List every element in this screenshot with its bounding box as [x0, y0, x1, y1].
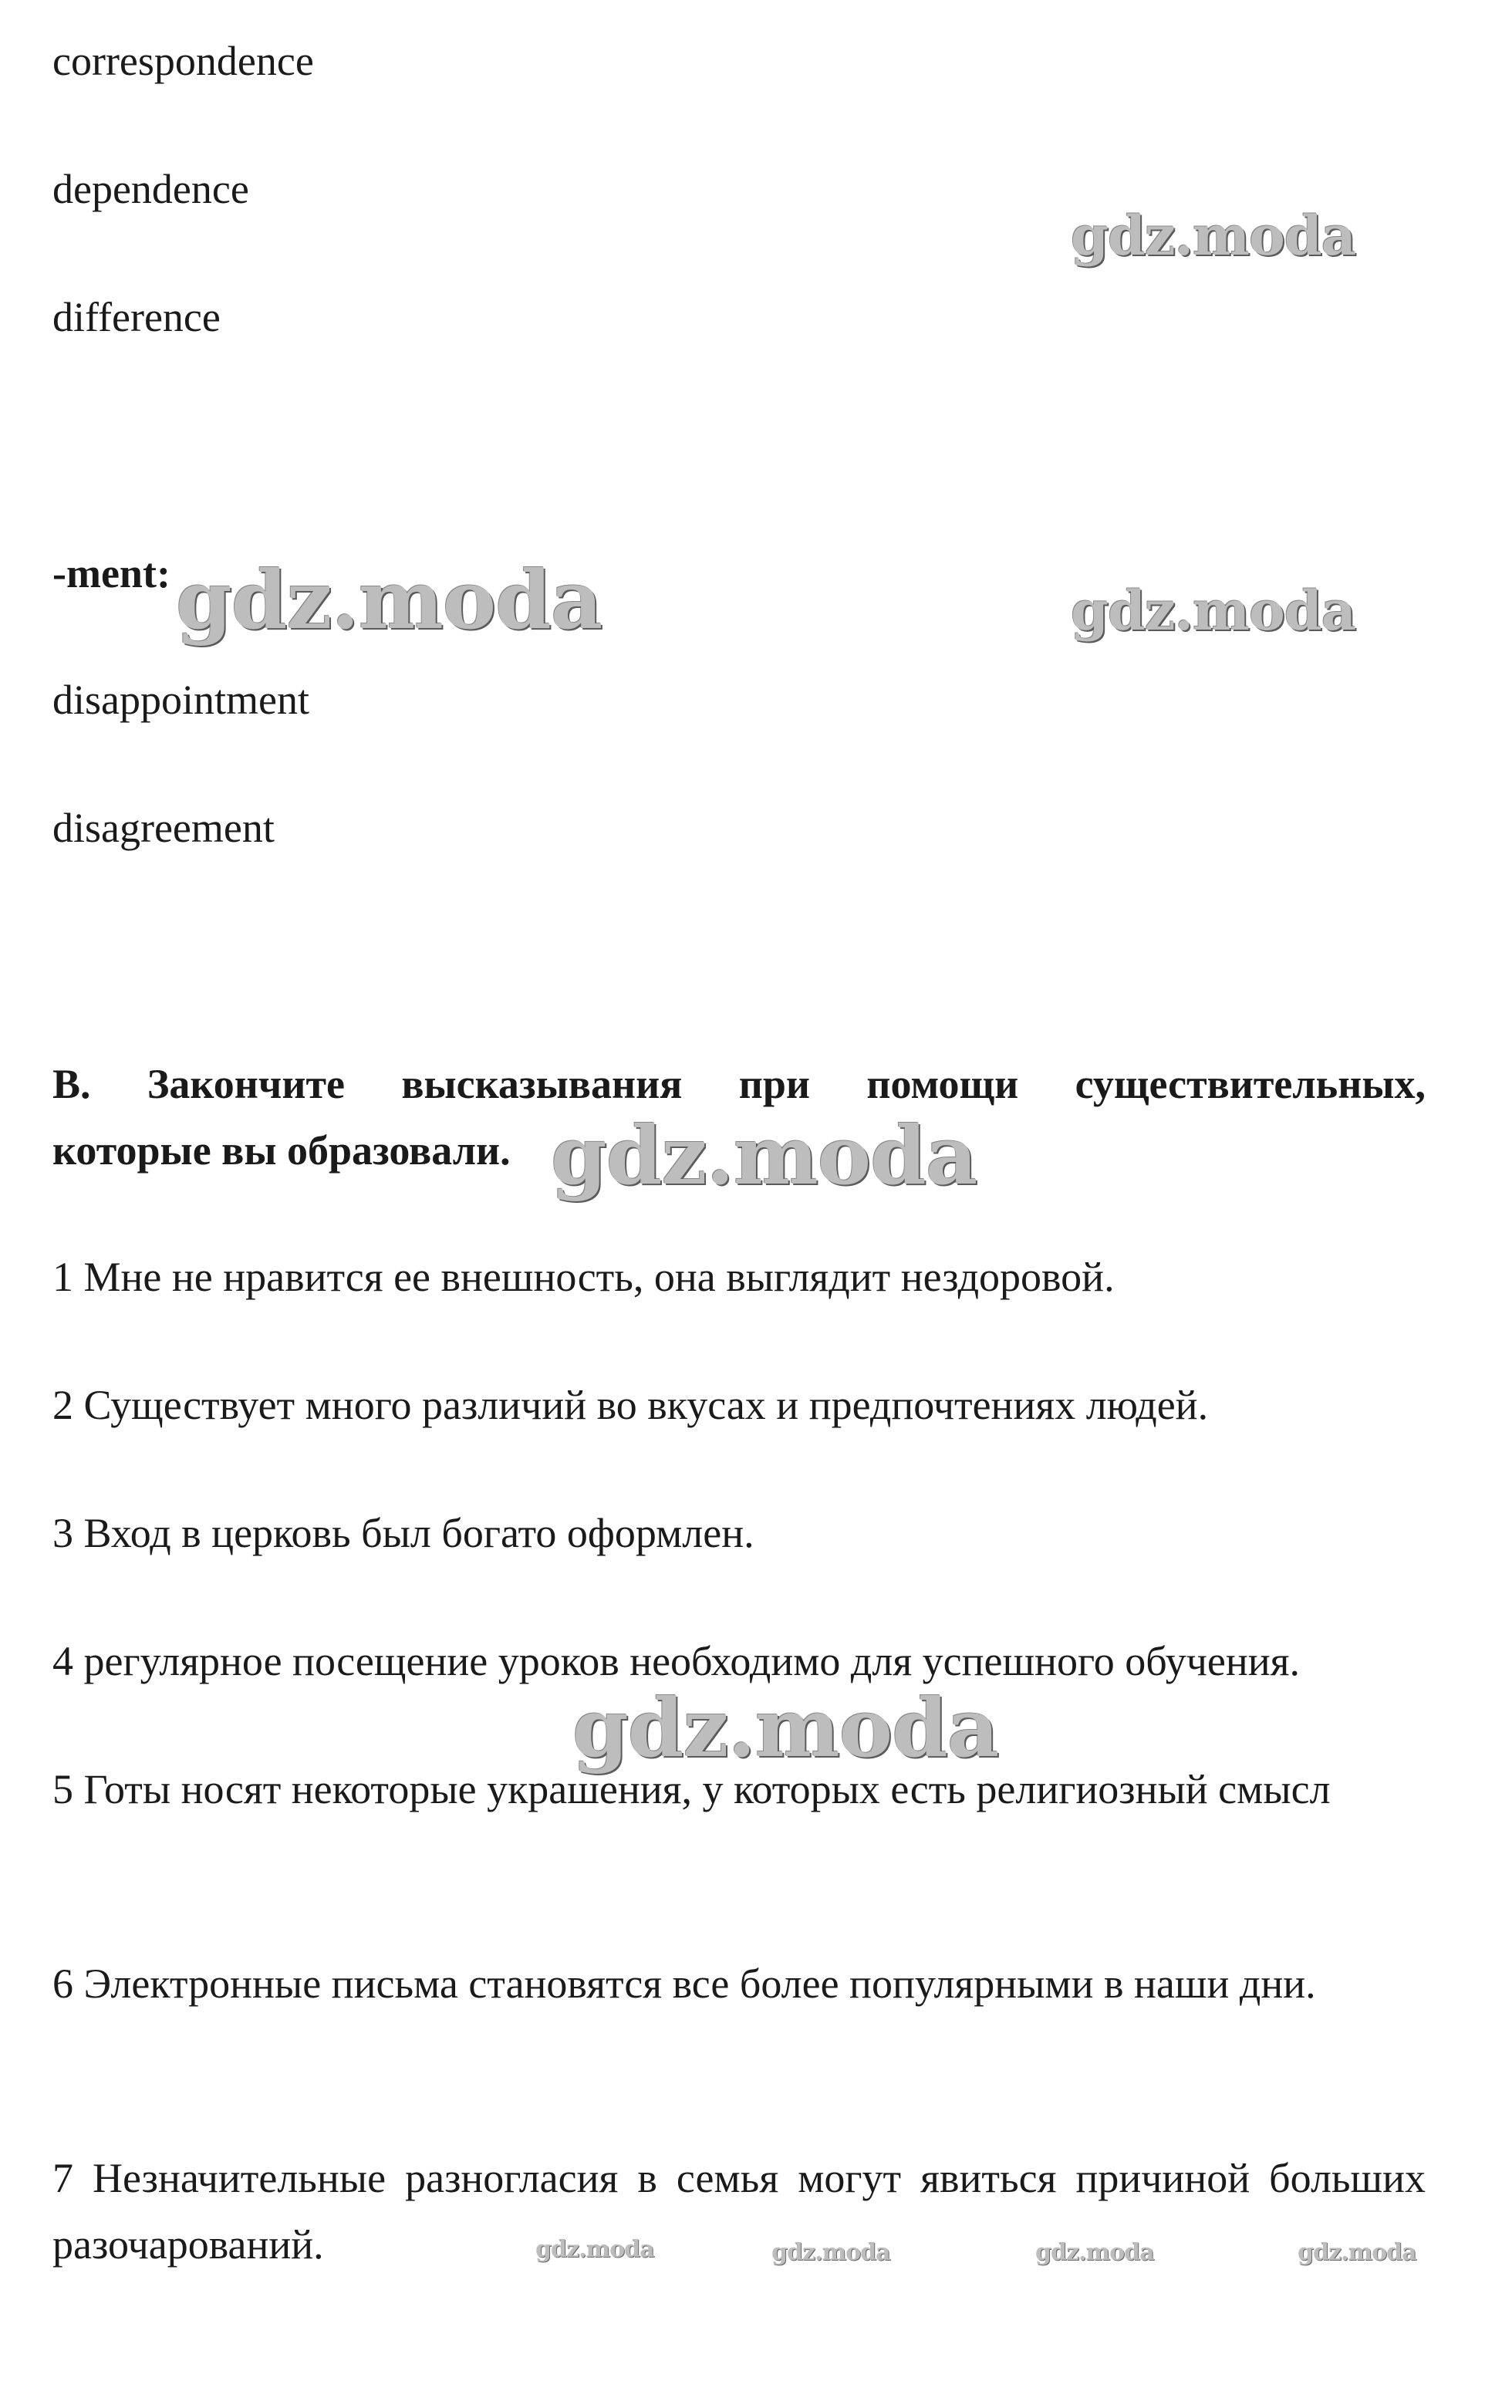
task-b-heading-line1: B. Закончите высказывания при помощи существительных, [52, 1061, 1426, 1107]
watermark: gdz.moda [572, 1680, 999, 1775]
sentence-5: 5 Готы носят некоторые украшения, у которых есть религиозный смысл [52, 1766, 1331, 1812]
watermark: gdz.moda [1298, 2239, 1416, 2266]
section-heading-ment: -ment: [52, 550, 170, 596]
word-disappointment: disappointment [52, 677, 309, 723]
watermark: gdz.moda [1035, 2239, 1154, 2266]
task-b-heading-line2: которые вы образовали. [52, 1127, 511, 1174]
sentence-6: 6 Электронные письма становятся все более популярными в наши дни. [52, 1961, 1316, 2007]
sentence-3: 3 Вход в церковь был богато оформлен. [52, 1510, 754, 1556]
word-disagreement: disagreement [52, 805, 275, 851]
sentence-7: 7 Незначительные разногласия в семья могут явиться причиной больших разочарований. [52, 2155, 1426, 2268]
sentence-1: 1 Мне не нравится ее внешность, она выглядит нездоровой. [52, 1254, 1115, 1300]
watermark: gdz.moda [176, 552, 602, 647]
watermark: gdz.moda [1071, 204, 1356, 268]
watermark: gdz.moda [535, 2236, 654, 2263]
sentence-2: 2 Существует много различий во вкусах и предпочтениях людей. [52, 1382, 1209, 1428]
word-difference: difference [52, 294, 221, 340]
watermark: gdz.moda [1071, 579, 1356, 643]
watermark: gdz.moda [551, 1108, 977, 1203]
word-correspondence: correspondence [52, 38, 314, 84]
watermark: gdz.moda [771, 2239, 890, 2266]
sentence-4: 4 регулярное посещение уроков необходимо для успешного обучения. [52, 1638, 1300, 1684]
word-dependence: dependence [52, 166, 249, 212]
